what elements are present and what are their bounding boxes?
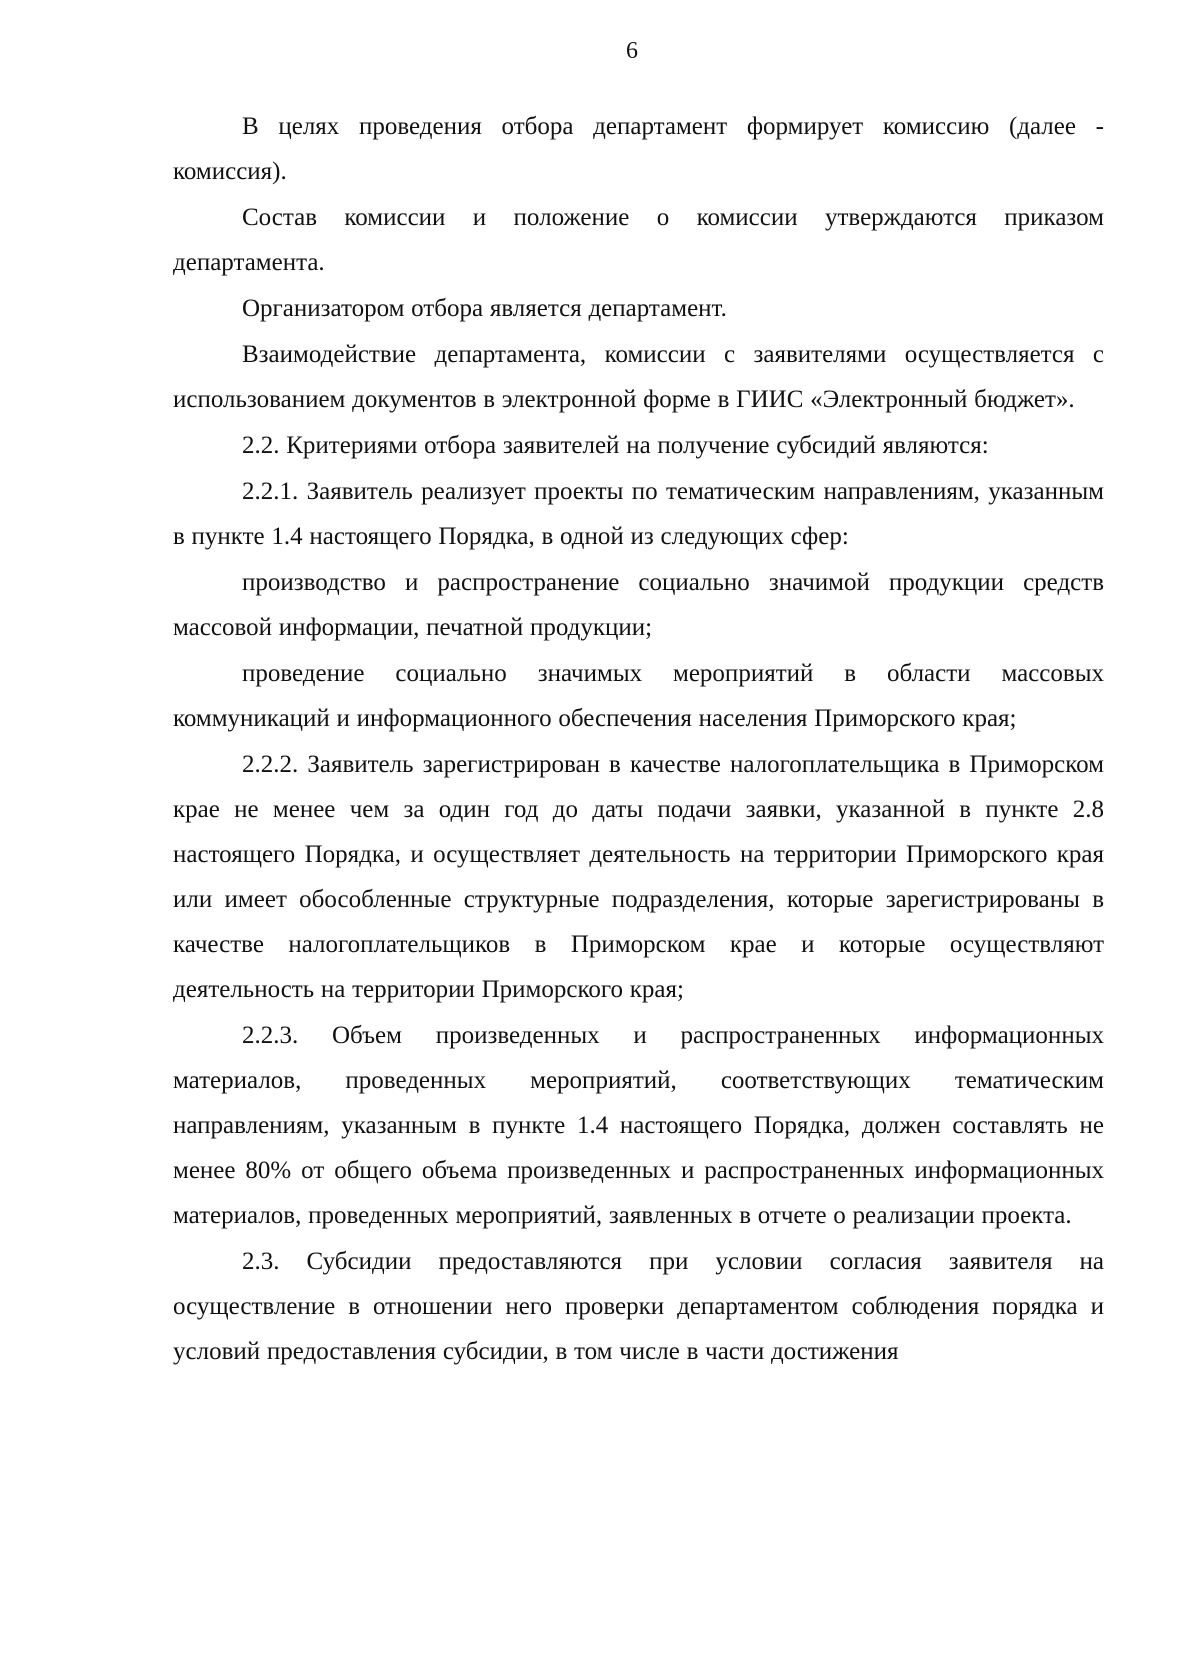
- page-number: 6: [626, 38, 638, 64]
- paragraph-2-3: 2.3. Субсидии предоставляются при условии согласия заявителя на осуществление в отношении него проверки департаментом соблюдения порядка и условий предоставления субсидии, в том числе в части достижения: [173, 1248, 1104, 1365]
- paragraph-interaction: Взаимодействие департамента, комиссии с заявителями осуществляется с использованием документов в электронной форме в ГИИС «Электронный бюджет».: [173, 341, 1104, 413]
- paragraph-2-2-1: 2.2.1. Заявитель реализует проекты по тематическим направлениям, указанным в пункте 1.4 настоящего Порядка, в одной из следующих сфер:: [173, 478, 1104, 550]
- paragraph-sphere-events: проведение социально значимых мероприятий в области массовых коммуникаций и информационного обеспечения населения Приморского края;: [173, 660, 1104, 732]
- document-body: [173, 104, 1104, 1374]
- paragraph-organizer: Организатором отбора является департамент.: [242, 295, 727, 322]
- paragraph-commission-formation: В целях проведения отбора департамент формирует комиссию (далее - комиссия).: [173, 113, 1104, 185]
- paragraph-sphere-media: производство и распространение социально значимой продукции средств массовой информации, печатной продукции;: [173, 569, 1104, 641]
- paragraph-2-2: 2.2. Критериями отбора заявителей на получение субсидий являются:: [242, 432, 989, 459]
- paragraph-2-2-3: 2.2.3. Объем произведенных и распространенных информационных материалов, проведенных мероприятий, соответствующих тематическим направлениям, указанным в пункте 1.4 настоящего Порядка, должен составлять не менее 80% от общего объема произведенных и распространенных информационных материалов, проведенных мероприятий, заявленных в отчете о реализации проекта.: [173, 1022, 1104, 1229]
- paragraph-2-2-2: 2.2.2. Заявитель зарегистрирован в качестве налогоплательщика в Приморском крае не менее чем за один год до даты подачи заявки, указанной в пункте 2.8 настоящего Порядка, и осуществляет деятельность на территории Приморского края или имеет обособленные структурные подразделения, которые зарегистрированы в качестве налогоплательщиков в Приморском крае и которые осуществляют деятельность на территории Приморского края;: [173, 751, 1104, 1003]
- paragraph-commission-composition: Состав комиссии и положение о комиссии утверждаются приказом департамента.: [173, 204, 1104, 276]
